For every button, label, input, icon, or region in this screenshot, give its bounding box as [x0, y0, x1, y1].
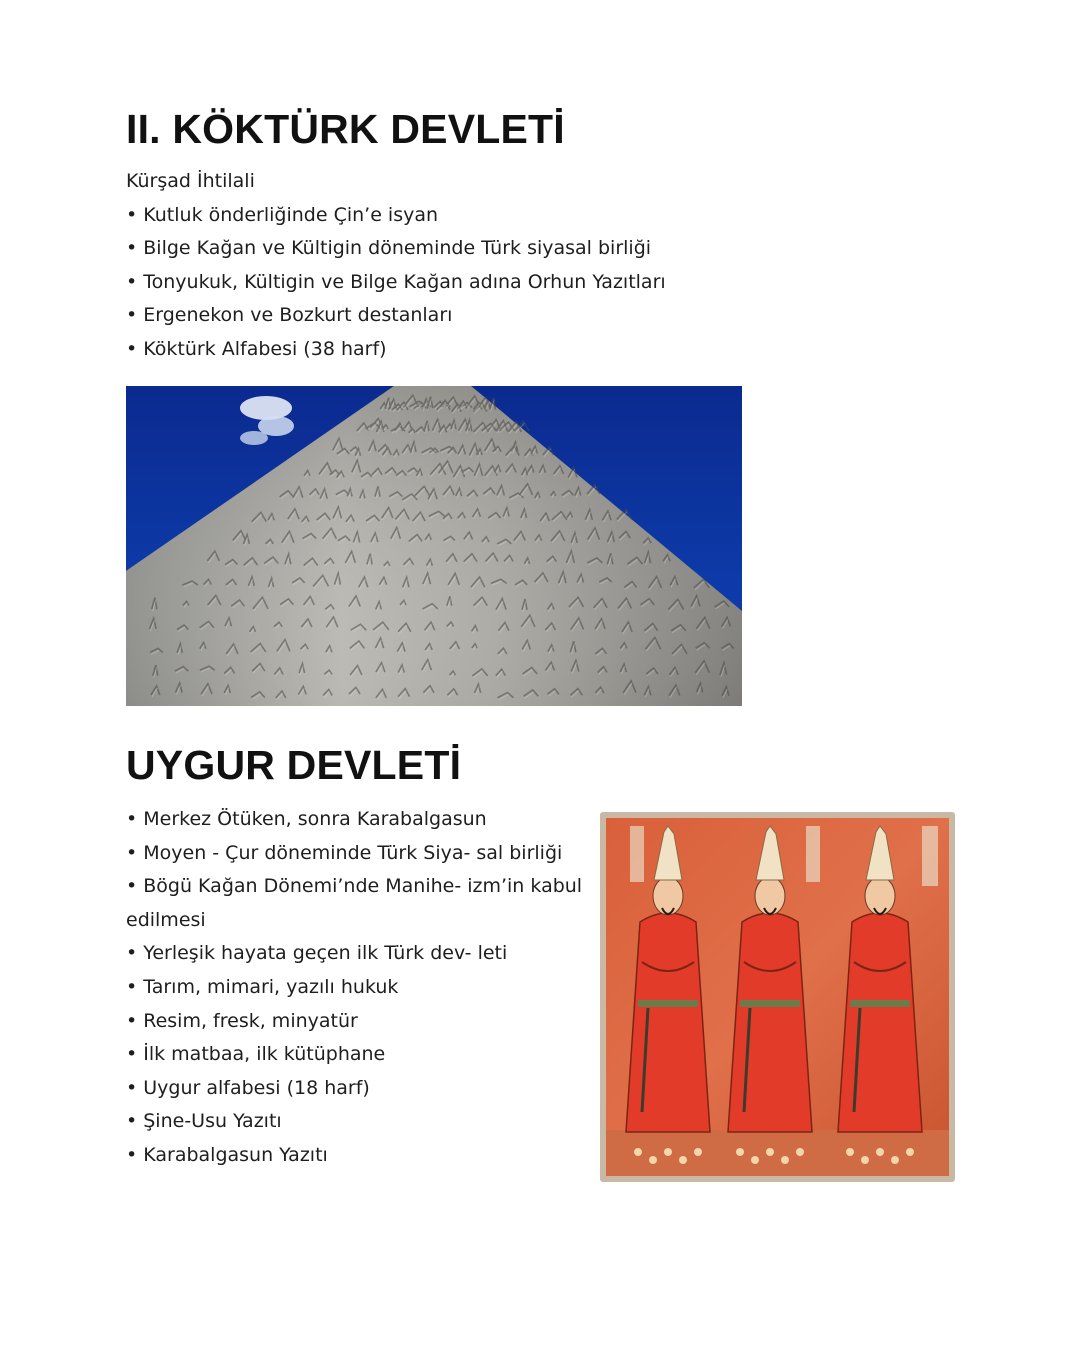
uyghur-item: • Yerleşik hayata geçen ilk Türk dev- leti: [126, 937, 591, 971]
gokturk-item: • Bilge Kağan ve Kültigin döneminde Türk siyasal birliği: [126, 232, 746, 266]
gokturk-item: • Köktürk Alfabesi (38 harf): [126, 333, 746, 367]
uyghur-princes-fresco: [600, 812, 955, 1182]
uyghur-item: • Resim, fresk, minyatür: [126, 1005, 591, 1039]
uyghur-item: • Bögü Kağan Dönemi’nde Manihe- izm’in kabul edilmesi: [126, 870, 591, 937]
uyghur-item: • Moyen - Çur döneminde Türk Siya- sal birliği: [126, 837, 591, 871]
gokturk-item: • Kutluk önderliğinde Çin’e isyan: [126, 199, 746, 233]
gokturk-item: • Tonyukuk, Kültigin ve Bilge Kağan adına Orhun Yazıtları: [126, 266, 746, 300]
uyghur-item: • Merkez Ötüken, sonra Karabalgasun: [126, 803, 591, 837]
uyghur-item: • Şine-Usu Yazıtı: [126, 1105, 591, 1139]
uyghur-text-block: [126, 803, 591, 1173]
orhun-inscription-photo: [126, 386, 742, 706]
section-title-gokturk: II. KÖKTÜRK DEVLETİ: [126, 106, 565, 152]
uyghur-item: • Uygur alfabesi (18 harf): [126, 1072, 591, 1106]
gokturk-item: • Ergenekon ve Bozkurt destanları: [126, 299, 746, 333]
uyghur-item: • Karabalgasun Yazıtı: [126, 1139, 591, 1173]
uyghur-item: • İlk matbaa, ilk kütüphane: [126, 1038, 591, 1072]
gokturk-subtitle: Kürşad İhtilali: [126, 170, 255, 192]
section-title-uyghur: UYGUR DEVLETİ: [126, 742, 462, 788]
uyghur-item: • Tarım, mimari, yazılı hukuk: [126, 971, 591, 1005]
gokturk-text-block: [126, 165, 746, 367]
